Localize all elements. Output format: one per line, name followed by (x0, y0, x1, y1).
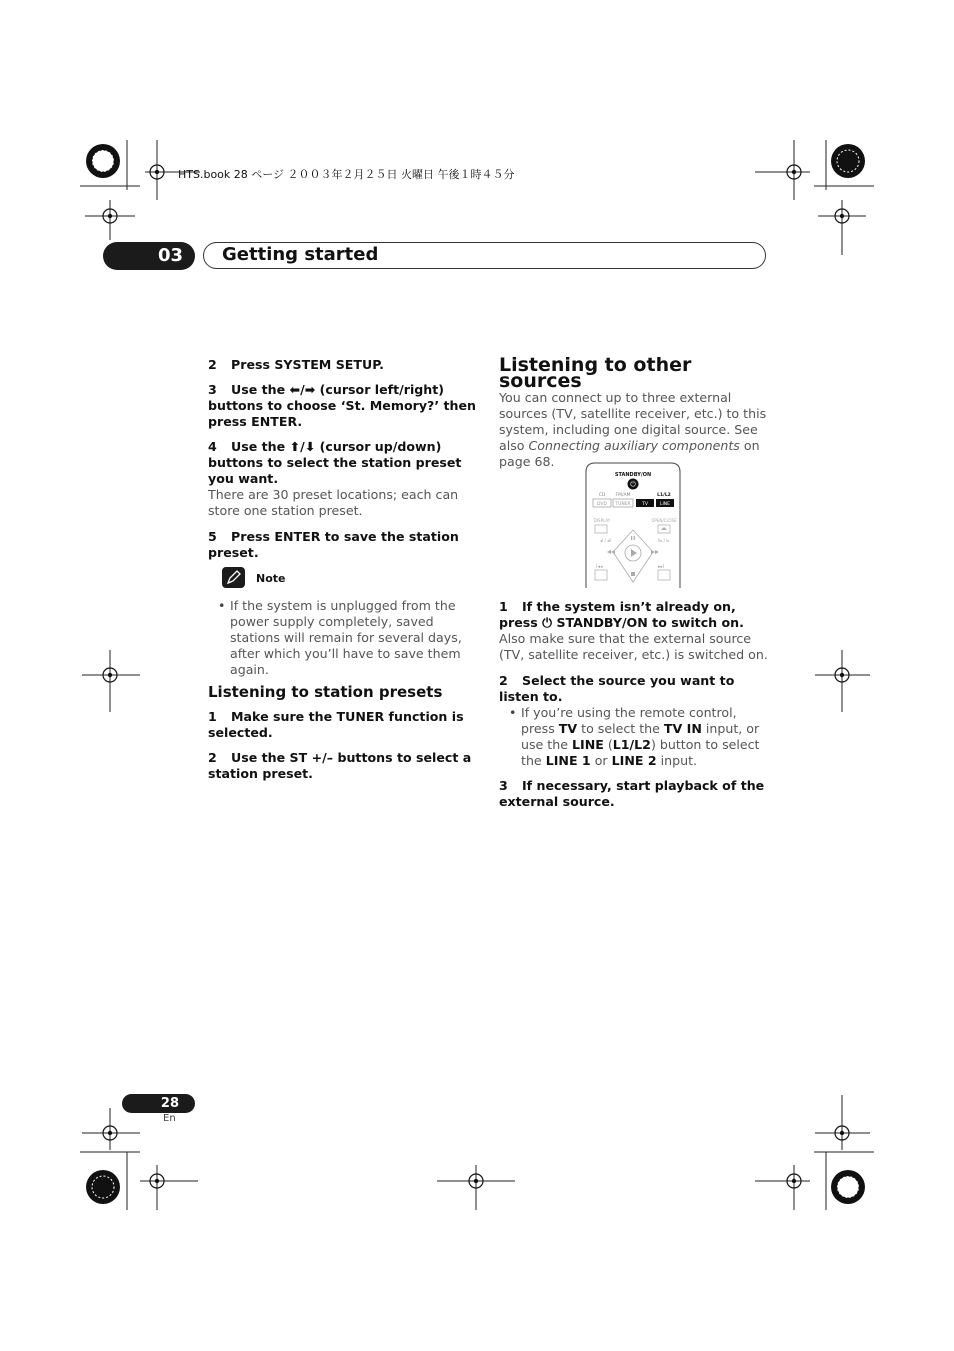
svg-text:◂I / ◂II: ◂I / ◂II (600, 538, 612, 543)
preset-step-2: 2 Use the ST +/– buttons to select a station preset. (208, 750, 472, 781)
svg-text:II▸ / I▸: II▸ / I▸ (658, 538, 670, 543)
svg-text:FM/AM: FM/AM (615, 493, 631, 498)
svg-text:L1/L2: L1/L2 (657, 493, 671, 498)
other-sources-heading: Listening to other sources (499, 354, 692, 392)
step-3: 3 Use the ⬅/➡ (cursor left/right) buttons to choose ‘St. Memory?’ then press ENTER. (208, 382, 477, 429)
source-step-2: 2 Select the source you want to listen to. (499, 673, 735, 704)
note-pencil-icon (222, 567, 245, 588)
svg-text:I◂◂: I◂◂ (596, 564, 603, 570)
note-label: Note (256, 572, 286, 585)
note-body (208, 598, 478, 678)
remote-control-illustration (580, 460, 686, 590)
preset-step-1: 1 Make sure the TUNER function is selected. (208, 709, 464, 740)
svg-text:CD: CD (598, 493, 606, 498)
presets-heading: Listening to station presets (208, 683, 443, 701)
page-language: En (163, 1113, 176, 1124)
chapter-title: Getting started (222, 244, 379, 265)
svg-text:▸▸I: ▸▸I (658, 564, 665, 570)
svg-text:⏻: ⏻ (630, 480, 636, 489)
other-sources-intro: You can connect up to three external sources (TV, satellite receiver, etc.) to this system, including one digital source. See also Connecting auxiliary components on page 68. (499, 390, 767, 469)
source-step-1-body: Also make sure that the external source (TV, satellite receiver, etc.) is switched on. (499, 631, 768, 662)
step-2: 2 Press SYSTEM SETUP. (208, 357, 384, 372)
svg-text:TV: TV (642, 502, 648, 507)
note-text: • If the system is unplugged from the power supply completely, saved stations will remain for several days, after which you’ll have to save them again. (208, 598, 478, 678)
svg-text:DVD: DVD (597, 502, 607, 507)
print-header: HTS.book 28 ページ ２００３年２月２５日 火曜日 午後１時４５分 (178, 168, 515, 181)
right-column-top (499, 354, 769, 470)
step-4: 4 Use the ⬆/⬇ (cursor up/down) buttons to select the station preset you want. (208, 439, 462, 486)
step-4-body: There are 30 preset locations; each can store one station preset. (208, 487, 459, 518)
step-5: 5 Press ENTER to save the station preset. (208, 529, 459, 560)
source-step-1: 1 If the system isn’t already on, press ⏻ STANDBY/ON to switch on. (499, 599, 744, 630)
station-presets-section (208, 684, 478, 782)
svg-text:OPEN/CLOSE: OPEN/CLOSE (651, 518, 677, 523)
svg-text:TUNER: TUNER (615, 502, 631, 507)
source-bullet: • If you’re using the remote control, press TV to select the TV IN input, or use the LINE (L1/L2) button to select the LINE 1 or LINE 2 input. (499, 705, 769, 769)
right-column-steps (499, 599, 769, 810)
left-column (208, 357, 478, 561)
svg-text:LINE: LINE (659, 502, 671, 507)
chapter-number: 03 (103, 242, 195, 270)
cross-reference: Connecting auxiliary components (528, 438, 740, 453)
page-number: 28 (122, 1094, 195, 1113)
standby-on-label: STANDBY/ON (614, 472, 652, 478)
source-step-3: 3 If necessary, start playback of the external source. (499, 778, 765, 809)
svg-text:DISPLAY: DISPLAY (593, 518, 611, 523)
